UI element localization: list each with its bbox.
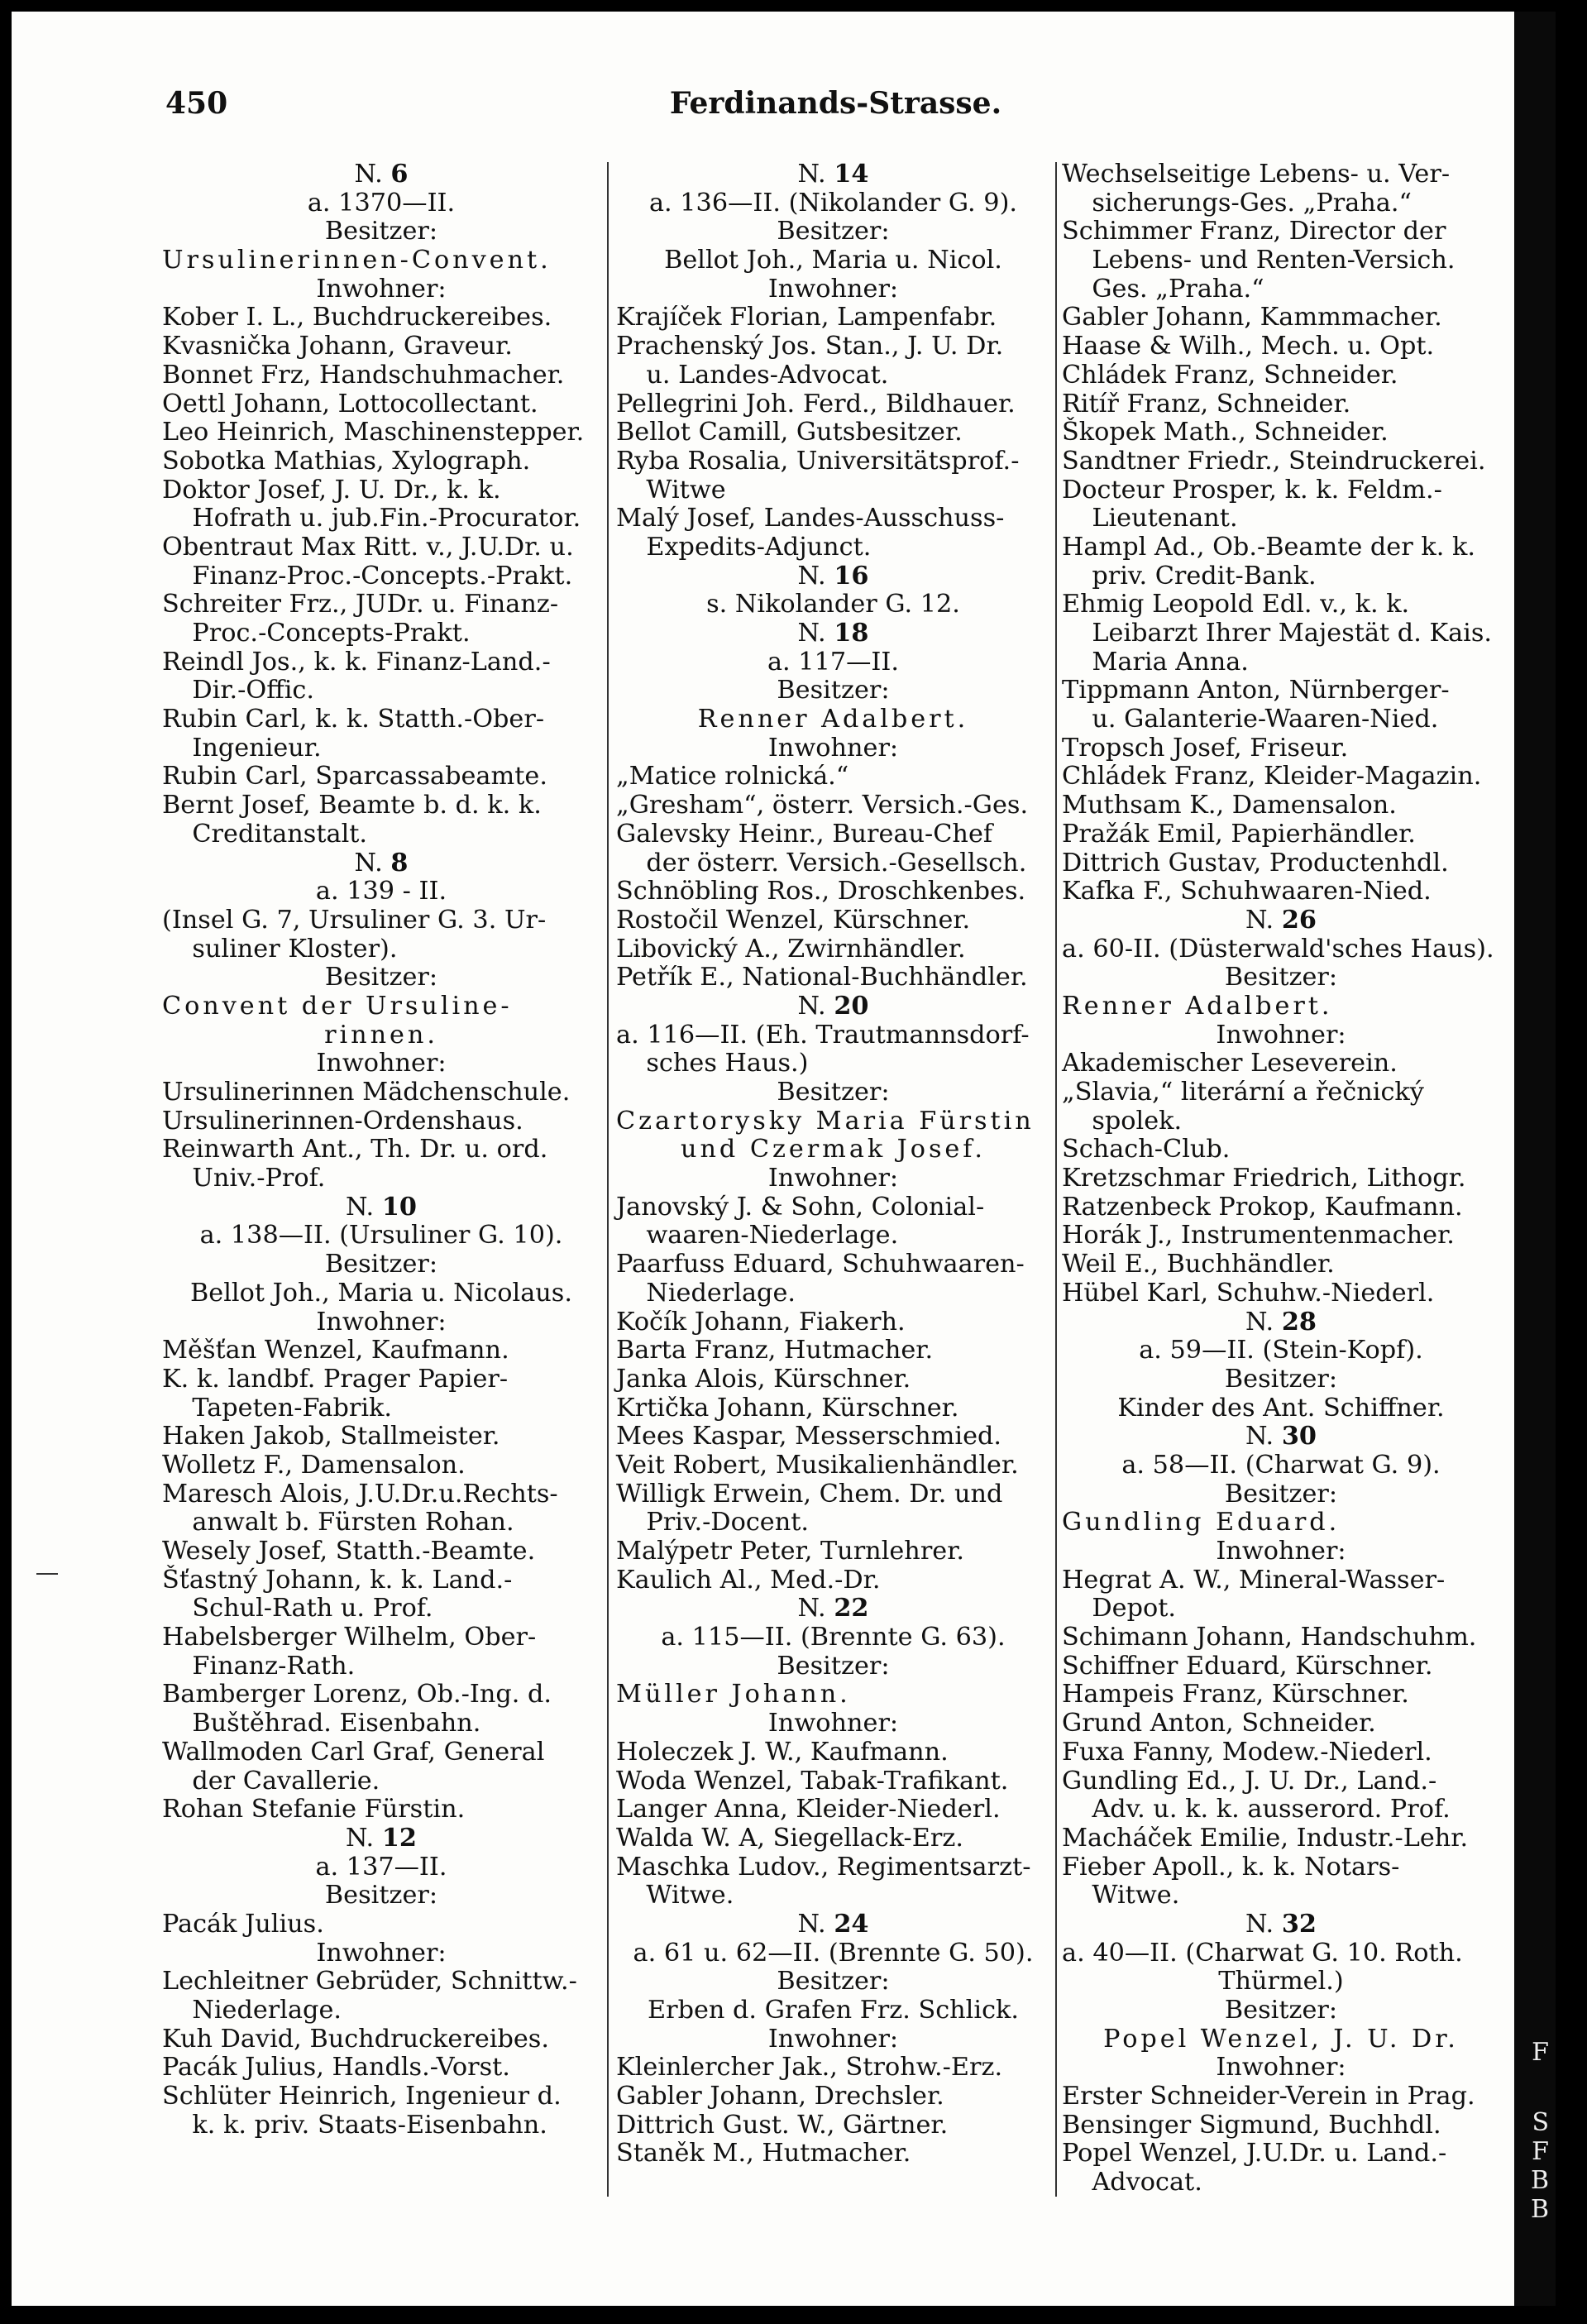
directory-line: Besitzer: [1224,963,1338,992]
directory-line: Veit Robert, Musikalienhändler. [616,1450,1019,1480]
directory-line: Schimmer Franz, Director der [1062,217,1446,246]
directory-line: Bellot Joh., Maria u. Nicolaus. [190,1278,572,1308]
directory-line: und Czermak Josef. [681,1135,986,1164]
directory-line: Hofrath u. jub.Fin.-Procurator. [192,504,581,533]
directory-line: Erster Schneider-Verein in Prag. [1062,2082,1475,2111]
directory-line: a. 59—II. (Stein-Kopf). [1139,1336,1423,1365]
directory-line: Inwohner: [1216,1020,1346,1050]
directory-line: „Slavia,“ literární a řečnický [1062,1078,1424,1107]
directory-line: Besitzer: [1224,1996,1338,2025]
directory-line: suliner Kloster). [192,934,398,964]
directory-line: priv. Credit-Bank. [1092,561,1317,591]
directory-line: der Cavallerie. [192,1766,380,1796]
directory-line: Reinwarth Ant., Th. Dr. u. ord. [162,1135,548,1164]
directory-line: Malýpetr Peter, Turnlehrer. [616,1537,965,1566]
directory-line: Kuh David, Buchdruckereibes. [162,2024,549,2054]
directory-line: Inwohner: [1216,1537,1346,1566]
directory-line: Ges. „Praha.“ [1092,274,1264,304]
directory-line: Fuxa Fanny, Modew.-Niederl. [1062,1737,1432,1767]
directory-line: Schnöbling Ros., Droschkenbes. [616,877,1026,906]
directory-line: Hampeis Franz, Kürschner. [1062,1680,1409,1710]
directory-line: Walda W. A, Siegellack-Erz. [616,1823,963,1853]
house-number-heading [616,562,1050,591]
house-number-heading [1062,1308,1500,1337]
directory-line: Hübel Karl, Schuhw.-Niederl. [1062,1278,1435,1308]
directory-line: Weil E., Buchhändler. [1062,1250,1335,1279]
house-number-heading [616,1910,1050,1939]
directory-line: Bamberger Lorenz, Ob.-Ing. d. [162,1680,552,1710]
directory-line: Obentraut Max Ritt. v., J.U.Dr. u. [162,532,574,562]
directory-line: Doktor Josef, J. U. Dr., k. k. [162,475,501,504]
directory-line: Rubin Carl, Sparcassabeamte. [162,762,547,791]
directory-line: Inwohner: [316,1938,447,1968]
directory-line: Janka Alois, Kürschner. [616,1364,911,1394]
adjacent-page-edge [1514,12,1556,2306]
directory-line: a. 139 - II. [315,877,447,906]
directory-line: a. 1370—II. [307,188,456,218]
directory-line: Ursulinerinnen Mädchenschule. [162,1078,571,1107]
directory-line: Rubin Carl, k. k. Statth.-Ober- [162,705,545,734]
directory-line: u. Galanterie-Waaren-Nied. [1092,705,1439,734]
directory-line: Wesely Josef, Statth.-Beamte. [162,1537,536,1566]
house-number: 20 [834,991,869,1021]
house-number-prefix: N. [797,619,834,648]
edge-letter: S [1532,2108,1549,2137]
directory-line: Gabler Johann, Kammmacher. [1062,303,1442,332]
page-header [165,86,1506,136]
directory-line: Muthsam K., Damensalon. [1062,791,1397,820]
house-number-prefix: N. [797,1594,834,1623]
directory-line: Popel Wenzel, J. U. Dr. [1103,2024,1459,2054]
directory-line: Staněk M., Hutmacher. [616,2139,911,2169]
directory-line: Hampl Ad., Ob.-Beamte der k. k. [1062,532,1475,562]
directory-line: „Matice rolnická.“ [616,762,849,791]
directory-line: Kober I. L., Buchdruckereibes. [162,303,552,332]
directory-line: Měšťan Wenzel, Kaufmann. [162,1336,509,1365]
directory-line: a. 58—II. (Charwat G. 9). [1121,1450,1441,1480]
house-number-heading [162,1193,600,1222]
directory-line: Haase & Wilh., Mech. u. Opt. [1062,332,1435,361]
directory-line: Besitzer: [777,1078,890,1107]
directory-line: rinnen. [324,1020,438,1050]
directory-line: Kinder des Ant. Schiffner. [1117,1393,1445,1423]
directory-line: Docteur Prosper, k. k. Feldm.- [1062,475,1442,504]
directory-line: Depot. [1092,1594,1177,1623]
directory-line: Dittrich Gustav, Productenhdl. [1062,848,1449,877]
directory-line: Besitzer: [777,1651,890,1681]
directory-line: Malý Josef, Landes-Ausschuss- [616,504,1005,533]
directory-line: Lieutenant. [1092,504,1238,533]
directory-line: Fieber Apoll., k. k. Notars- [1062,1852,1400,1882]
directory-line: Bellot Camill, Gutsbesitzer. [616,418,963,447]
house-number-prefix: N. [1245,1422,1282,1451]
house-number-prefix: N. [345,1823,382,1853]
directory-line: Škopek Math., Schneider. [1062,418,1389,447]
directory-line: Habelsberger Wilhelm, Ober- [162,1623,537,1652]
directory-line: Ursulinerinnen-Convent. [162,246,552,275]
directory-line: Besitzer: [324,963,438,992]
directory-line: Sobotka Mathias, Xylograph. [162,446,531,476]
directory-line: s. Nikolander G. 12. [706,590,960,619]
directory-line: Schimann Johann, Handschuhm. [1062,1623,1477,1652]
house-number: 16 [834,561,869,591]
directory-line: u. Landes-Advocat. [646,360,889,390]
directory-line: Expedits-Adjunct. [646,532,872,562]
directory-line: Inwohner: [767,274,899,304]
directory-line: Bernt Josef, Beamte b. d. k. k. [162,791,542,820]
directory-line: Univ.-Prof. [192,1164,326,1193]
directory-line: „Gresham“, österr. Versich.-Ges. [616,791,1029,820]
directory-line: Ratzenbeck Prokop, Kaufmann. [1062,1192,1463,1222]
directory-line: Witwe [646,475,726,504]
directory-line: Haken Jakob, Stallmeister. [162,1422,500,1451]
directory-line: Proc.-Concepts-Prakt. [192,619,471,648]
directory-line: Inwohner: [1216,2053,1346,2083]
house-number-heading [616,160,1050,189]
directory-line: Maschka Ludov., Regimentsarzt- [616,1852,1031,1882]
directory-line: Besitzer: [777,676,890,705]
directory-line: Hegrat A. W., Mineral-Wasser- [1062,1565,1446,1595]
page-number: 450 [165,86,228,121]
directory-line: Lebens- und Renten-Versich. [1092,246,1456,275]
directory-line: Horák J., Instrumentenmacher. [1062,1221,1455,1250]
directory-line: Wallmoden Carl Graf, General [162,1737,545,1767]
house-number-prefix: N. [797,561,834,591]
directory-line: Kafka F., Schuhwaaren-Nied. [1062,877,1432,906]
directory-line: Schach-Club. [1062,1135,1231,1164]
house-number: 12 [381,1823,417,1853]
directory-line: Ehmig Leopold Edl. v., k. k. [1062,590,1410,619]
house-number-prefix: N. [345,1192,382,1222]
house-number-prefix: N. [354,848,391,877]
directory-line: a. 136—II. (Nikolander G. 9). [648,188,1018,218]
house-number: 30 [1281,1422,1317,1451]
directory-line: a. 40—II. (Charwat G. 10. Roth. [1062,1938,1463,1968]
directory-line: Finanz-Rath. [192,1651,356,1681]
directory-line: Besitzer: [324,1250,438,1279]
directory-line: Tippmann Anton, Nürnberger- [1062,676,1450,705]
directory-line: Inwohner: [767,733,899,763]
directory-line: Inwohner: [316,1049,447,1078]
directory-line: Bensinger Sigmund, Buchhdl. [1062,2110,1441,2140]
directory-line: Inwohner: [316,274,447,304]
directory-line: Kvasnička Johann, Graveur. [162,332,513,361]
house-number-heading [162,849,600,878]
directory-line: Schreiter Frz., JUDr. u. Finanz- [162,590,559,619]
directory-line: Erben d. Grafen Frz. Schlick. [647,1996,1020,2025]
directory-line: Schlüter Heinrich, Ingenieur d. [162,2082,562,2111]
directory-line: Krajíček Florian, Lampenfabr. [616,303,997,332]
house-number: 18 [834,619,869,648]
directory-line: Finanz-Proc.-Concepts.-Prakt. [192,561,573,591]
directory-line: Leibarzt Ihrer Majestät d. Kais. [1092,619,1493,648]
directory-line: Sandtner Friedr., Steindruckerei. [1062,446,1486,476]
directory-line: Krtička Johann, Kürschner. [616,1393,959,1423]
directory-line: Pražák Emil, Papierhändler. [1062,819,1416,849]
directory-line: a. 115—II. (Brennte G. 63). [661,1623,1006,1652]
house-number-heading [1062,906,1500,935]
directory-line: Gundling Eduard. [1062,1508,1341,1537]
directory-line: a. 137—II. [315,1852,447,1882]
column-2 [616,160,1050,2289]
directory-line: Woda Wenzel, Tabak-Trafikant. [616,1766,1009,1796]
directory-line: Pacák Julius. [162,1909,324,1939]
directory-line: Willigk Erwein, Chem. Dr. und [616,1479,1003,1509]
directory-line: a. 61 u. 62—II. (Brennte G. 50). [633,1938,1034,1968]
house-number: 28 [1281,1307,1317,1337]
directory-line: Schul-Rath u. Prof. [192,1594,433,1623]
directory-line: Lechleitner Gebrüder, Schnittw.- [162,1967,577,1996]
directory-line: Langer Anna, Kleider-Niederl. [616,1795,1001,1824]
directory-line: Adv. u. k. k. ausserord. Prof. [1092,1795,1451,1824]
house-number: 10 [381,1192,417,1222]
directory-line: Tropsch Josef, Friseur. [1062,733,1349,763]
house-number: 14 [834,160,869,189]
directory-line: Petřík E., National-Buchhändler. [616,963,1028,992]
directory-line: Priv.-Docent. [646,1508,810,1537]
directory-line: Šťastný Johann, k. k. Land.- [162,1565,513,1595]
house-number-heading [616,992,1050,1021]
directory-line: spolek. [1092,1106,1183,1136]
column-1 [162,160,600,2289]
directory-line: Chládek Franz, Schneider. [1062,360,1398,390]
directory-line: Rostočil Wenzel, Kürschner. [616,905,971,935]
directory-line: Besitzer: [324,217,438,246]
house-number-prefix: N. [797,160,834,189]
column-3 [1062,160,1500,2289]
running-title: Ferdinands-Strasse. [669,86,1002,121]
column-divider [607,162,609,2197]
directory-line: Janovský J. & Sohn, Colonial- [616,1192,985,1222]
directory-line: Maresch Alois, J.U.Dr.u.Rechts- [162,1479,558,1509]
directory-line: (Insel G. 7, Ursuliner G. 3. Ur- [162,905,547,935]
directory-line: Pellegrini Joh. Ferd., Bildhauer. [616,389,1016,418]
directory-line: Reindl Jos., k. k. Finanz-Land.- [162,647,551,677]
directory-line: Galevsky Heinr., Bureau-Chef [616,819,993,849]
directory-line: Libovický A., Zwirnhändler. [616,934,966,964]
directory-line: Müller Johann. [616,1680,851,1710]
margin-mark [36,1573,58,1575]
house-number-prefix: N. [354,160,391,189]
directory-line: Ryba Rosalia, Universitätsprof.- [616,446,1020,476]
house-number: 24 [834,1909,869,1939]
house-number-prefix: N. [797,1909,834,1939]
directory-line: Convent der Ursuline- [162,991,513,1021]
directory-line: Prachenský Jos. Stan., J. U. Dr. [616,332,1004,361]
house-number-heading [162,1824,600,1853]
directory-line: Kočík Johann, Fiakerh. [616,1307,906,1337]
house-number: 8 [390,848,409,877]
directory-line: Grund Anton, Schneider. [1062,1709,1376,1738]
directory-line: Inwohner: [767,2024,899,2054]
directory-line: Besitzer: [777,1967,890,1996]
directory-line: a. 116—II. (Eh. Trautmannsdorf- [616,1020,1030,1050]
scanned-page [12,12,1556,2306]
directory-line: a. 138—II. (Ursuliner G. 10). [199,1221,563,1250]
directory-line: Dir.-Offic. [192,676,315,705]
directory-line: Pacák Julius, Handls.-Vorst. [162,2053,510,2083]
directory-line: Advocat. [1092,2168,1202,2197]
directory-line: Holeczek J. W., Kaufmann. [616,1737,949,1767]
directory-line: a. 117—II. [767,647,899,677]
house-number-prefix: N. [1245,1307,1282,1337]
directory-line: Czartorysky Maria Fürstin [616,1106,1035,1136]
directory-line: Dittrich Gust. W., Gärtner. [616,2110,949,2140]
directory-line: Besitzer: [324,1881,438,1910]
directory-line: Leo Heinrich, Maschinenstepper. [162,418,585,447]
directory-line: Besitzer: [777,217,890,246]
directory-line: Macháček Emilie, Industr.-Lehr. [1062,1823,1469,1853]
directory-line: Ursulinerinnen-Ordenshaus. [162,1106,523,1136]
directory-line: Maria Anna. [1092,647,1249,677]
directory-line: a. 60-II. (Düsterwald'sches Haus). [1062,934,1494,964]
directory-line: Ingenieur. [192,733,322,763]
house-number-heading [1062,1910,1500,1939]
directory-line: Barta Franz, Hutmacher. [616,1336,934,1365]
directory-line: Renner Adalbert. [1062,991,1333,1021]
directory-line: Kleinlercher Jak., Strohw.-Erz. [616,2053,1003,2083]
directory-line: Gundling Ed., J. U. Dr., Land.- [1062,1766,1437,1796]
edge-letter: F [1532,2137,1549,2166]
directory-line: Chládek Franz, Kleider-Magazin. [1062,762,1482,791]
directory-line: Akademischer Leseverein. [1062,1049,1398,1078]
directory-line: sicherungs-Ges. „Praha.“ [1092,188,1412,218]
house-number: 32 [1281,1909,1317,1939]
house-number-prefix: N. [1245,1909,1282,1939]
directory-line: Witwe. [646,1881,734,1910]
directory-line: Kaulich Al., Med.-Dr. [616,1565,881,1595]
directory-line: Inwohner: [767,1164,899,1193]
directory-line: Inwohner: [767,1709,899,1738]
directory-line: Ritíř Franz, Schneider. [1062,389,1351,418]
directory-line: Besitzer: [1224,1479,1338,1509]
directory-line: anwalt b. Fürsten Rohan. [192,1508,514,1537]
directory-line: Renner Adalbert. [697,705,969,734]
house-number-heading [162,160,600,189]
house-number-heading [616,1595,1050,1623]
directory-line: Kretzschmar Friedrich, Lithogr. [1062,1164,1466,1193]
directory-line: Rohan Stefanie Fürstin. [162,1795,466,1824]
edge-letter: F [1532,2038,1549,2067]
directory-line: Creditanstalt. [192,819,368,849]
directory-line: Buštěhrad. Eisenbahn. [192,1709,481,1738]
directory-line: Niederlage. [192,1996,342,2025]
house-number: 6 [390,160,409,189]
directory-line: Paarfuss Eduard, Schuhwaaren- [616,1250,1025,1279]
directory-line: Schiffner Eduard, Kürschner. [1062,1651,1433,1681]
directory-line: K. k. landbf. Prager Papier- [162,1364,509,1394]
house-number-prefix: N. [1245,905,1282,935]
directory-line: sches Haus.) [646,1049,809,1078]
directory-line: Niederlage. [646,1278,796,1308]
directory-line: k. k. priv. Staats-Eisenbahn. [192,2110,547,2140]
directory-line: Popel Wenzel, J.U.Dr. u. Land.- [1062,2139,1447,2169]
house-number-prefix: N. [797,991,834,1021]
house-number-heading [616,619,1050,648]
directory-line: Witwe. [1092,1881,1180,1910]
directory-line: Thürmel.) [1218,1967,1344,1996]
directory-line: Besitzer: [1224,1364,1338,1394]
directory-line: Gabler Johann, Drechsler. [616,2082,944,2111]
directory-line: waaren-Niederlage. [646,1221,899,1250]
directory-line: der österr. Versich.-Gesellsch. [646,848,1027,877]
directory-line: Tapeten-Fabrik. [192,1393,393,1423]
directory-line: Bellot Joh., Maria u. Nicol. [664,246,1002,275]
directory-line: Inwohner: [316,1307,447,1337]
house-number-heading [1062,1423,1500,1451]
column-divider [1055,162,1057,2197]
directory-line: Mees Kaspar, Messerschmied. [616,1422,1002,1451]
directory-line: Oettl Johann, Lottocollectant. [162,389,538,418]
directory-line: Wolletz F., Damensalon. [162,1450,466,1480]
edge-letter: B [1530,2195,1549,2224]
edge-letter: B [1530,2166,1549,2195]
directory-line: Wechselseitige Lebens- u. Ver- [1062,160,1451,189]
house-number: 26 [1281,905,1317,935]
house-number: 22 [834,1594,869,1623]
directory-line: Bonnet Frz, Handschuhmacher. [162,360,565,390]
